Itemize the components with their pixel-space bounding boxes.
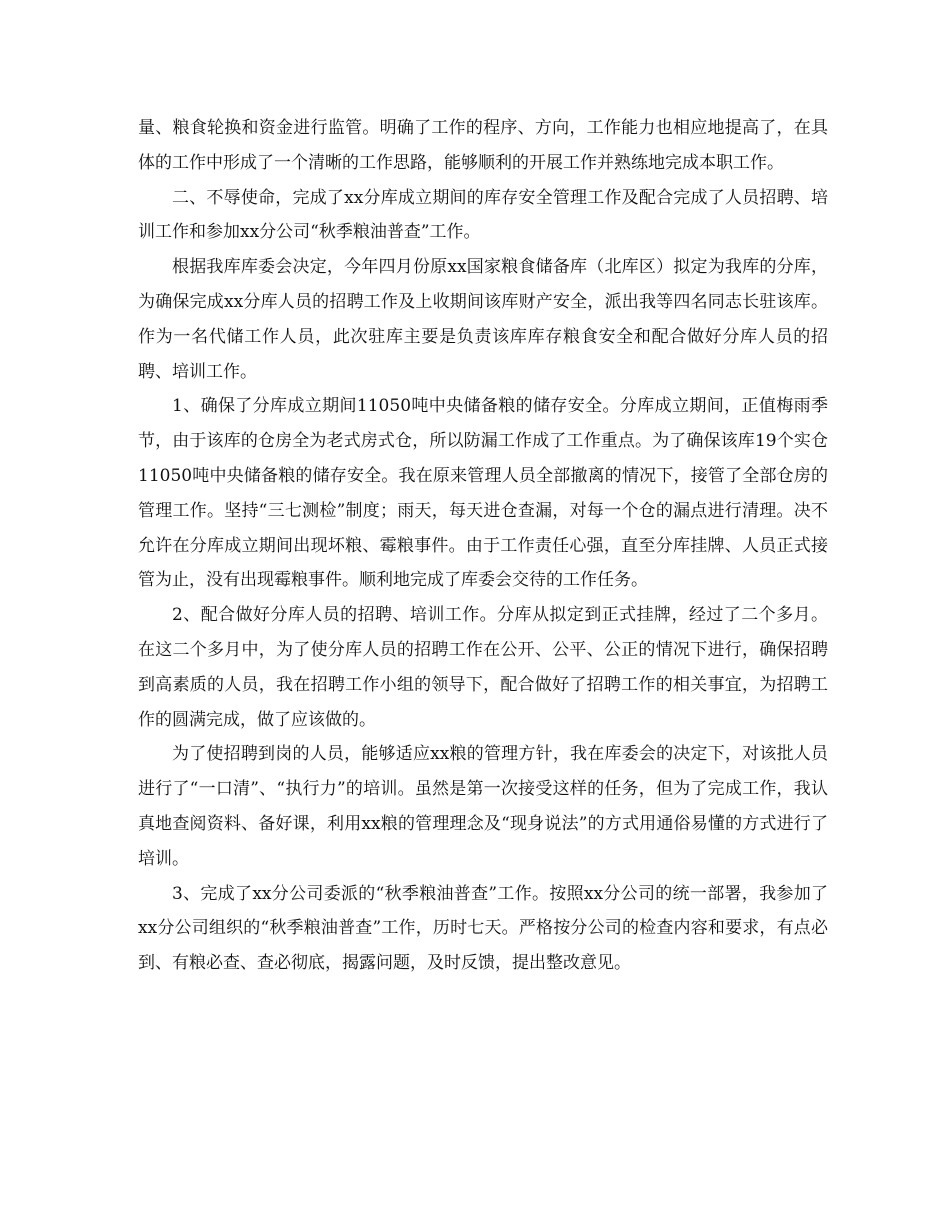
document-body (138, 111, 828, 981)
paragraph-7: 3、完成了xx分公司委派的“秋季粮油普查”工作。按照xx分公司的统一部署，我参加了xx分公司组织的“秋季粮油普查”工作，历时七天。严格按分公司的检查内容和要求，有点必到、有粮必查、查必彻底，揭露问题，及时反馈，提出整改意见。 (138, 883, 828, 974)
paragraph-1: 量、粮食轮换和资金进行监管。明确了工作的程序、方向，工作能力也相应地提高了，在具体的工作中形成了一个清晰的工作思路，能够顺利的开展工作并熟练地完成本职工作。 (138, 118, 828, 173)
paragraph-5: 2、配合做好分库人员的招聘、培训工作。分库从拟定到正式挂牌，经过了二个多月。在这二个多月中，为了使分库人员的招聘工作在公开、公平、公正的情况下进行，确保招聘到高素质的人员，我在招聘工作小组的领导下，配合做好了招聘工作的相关事宜，为招聘工作的圆满完成，做了应该做的。 (138, 605, 828, 730)
paragraph-2: 二、不辱使命，完成了xx分库成立期间的库存安全管理工作及配合完成了人员招聘、培训工作和参加xx分公司“秋季粮油普查”工作。 (138, 187, 828, 243)
paragraph-3: 根据我库库委会决定，今年四月份原xx国家粮食储备库（北库区）拟定为我库的分库，为确保完成xx分库人员的招聘工作及上收期间该库财产安全，派出我等四名同志长驻该库。作为一名代储工作人员，此次驻库主要是负责该库库存粮食安全和配合做好分库人员的招聘、培训工作。 (138, 257, 828, 382)
paragraph-4: 1、确保了分库成立期间11050吨中央储备粮的储存安全。分库成立期间，正值梅雨季节，由于该库的仓房全为老式房式仓，所以防漏工作成了工作重点。为了确保该库19个实仓11050吨中央储备粮的储存安全。我在原来管理人员全部撤离的情况下，接管了全部仓房的管理工作。坚持“三七测检”制度；雨天，每天进仓查漏，对每一个仓的漏点进行清理。决不允许在分库成立期间出现坏粮、霉粮事件。由于工作责任心强，直至分库挂牌、人员正式接管为止，没有出现霉粮事件。顺利地完成了库委会交待的工作任务。 (138, 396, 828, 591)
paragraph-6: 为了使招聘到岗的人员，能够适应xx粮的管理方针，我在库委会的决定下，对该批人员进行了“一口清”、“执行力”的培训。虽然是第一次接受这样的任务，但为了完成工作，我认真地查阅资料、备好课，利用xx粮的管理理念及“现身说法”的方式用通俗易懂的方式进行了培训。 (138, 744, 828, 869)
